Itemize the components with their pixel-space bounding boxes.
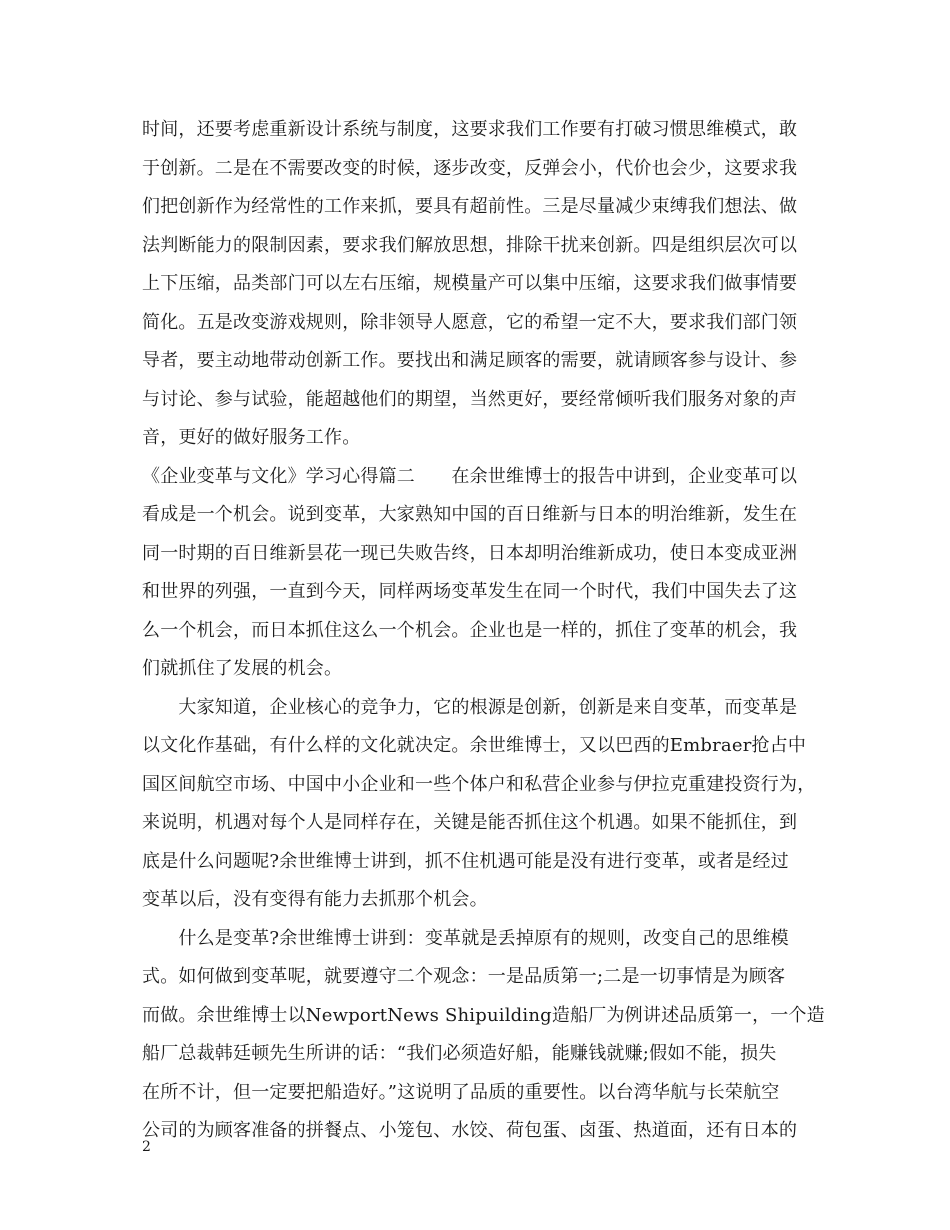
text-line: 同一时期的百日维新昙花一现已失败告终，日本却明治维新成功，使日本变成亚洲 bbox=[142, 543, 798, 564]
text-line: 底是什么问题呢?余世维博士讲到，抓不住机遇可能是没有进行变革，或者是经过 bbox=[142, 851, 789, 872]
text-line: 与讨论、参与试验，能超越他们的期望，当然更好，要经常倾听我们服务对象的声 bbox=[142, 389, 798, 410]
text-line: 上下压缩，品类部门可以左右压缩，规模量产可以集中压缩，这要求我们做事情要 bbox=[142, 273, 798, 294]
page-number: 2 bbox=[142, 1139, 151, 1155]
text-line: 们就抓住了发展的机会。 bbox=[142, 658, 343, 679]
text-line: 来说明，机遇对每个人是同样存在，关键是能否抓住这个机遇。如果不能抓住，到 bbox=[142, 812, 798, 833]
section-heading-line: 《企业变革与文化》学习心得篇二 在余世维博士的报告中讲到，企业变革可以 bbox=[142, 466, 798, 487]
text-line: 国区间航空市场、中国中小企业和一些个体户和私营企业参与伊拉克重建投资行为， bbox=[142, 774, 816, 795]
text-line: 看成是一个机会。说到变革，大家熟知中国的百日维新与日本的明治维新，发生在 bbox=[142, 504, 798, 525]
text-line: 变革以后，没有变得有能力去抓那个机会。 bbox=[142, 889, 488, 910]
text-line: 而做。余世维博士以NewportNews Shipuilding造船厂为例讲述品质第一，一个造 bbox=[142, 1005, 825, 1026]
text-line: 大家知道，企业核心的竞争力，它的根源是创新，创新是来自变革，而变革是 bbox=[142, 697, 798, 718]
text-line: 们把创新作为经常性的工作来抓，要具有超前性。三是尽量减少束缚我们想法、做 bbox=[142, 196, 798, 217]
text-line: 以文化作基础，有什么样的文化就决定。余世维博士，又以巴西的Embraer抢占中 bbox=[142, 735, 807, 756]
text-line: 式。如何做到变革呢，就要遵守二个观念：一是品质第一;二是一切事情是为顾客 bbox=[142, 966, 786, 987]
text-line: 在所不计，但一定要把船造好。”这说明了品质的重要性。以台湾华航与长荣航空 bbox=[142, 1082, 780, 1103]
text-line: 么一个机会，而日本抓住这么一个机会。企业也是一样的，抓住了变革的机会，我 bbox=[142, 620, 798, 641]
text-line: 音，更好的做好服务工作。 bbox=[142, 427, 361, 448]
text-line: 公司的为顾客准备的拼餐点、小笼包、水饺、荷包蛋、卤蛋、热道面，还有日本的 bbox=[142, 1120, 798, 1141]
text-line: 时间，还要考虑重新设计系统与制度，这要求我们工作要有打破习惯思维模式，敢 bbox=[142, 119, 798, 140]
text-line: 和世界的列强，一直到今天，同样两场变革发生在同一个时代，我们中国失去了这 bbox=[142, 581, 798, 602]
text-line: 简化。五是改变游戏规则，除非领导人愿意，它的希望一定不大，要求我们部门领 bbox=[142, 312, 798, 333]
text-line: 于创新。二是在不需要改变的时候，逐步改变，反弹会小，代价也会少，这要求我 bbox=[142, 158, 798, 179]
text-line: 导者，要主动地带动创新工作。要找出和满足顾客的需要，就请顾客参与设计、参 bbox=[142, 350, 798, 371]
text-line: 法判断能力的限制因素，要求我们解放思想，排除干扰来创新。四是组织层次可以 bbox=[142, 235, 798, 256]
text-line: 什么是变革?余世维博士讲到：变革就是丢掉原有的规则，改变自己的思维模 bbox=[142, 928, 789, 949]
text-line: 船厂总裁韩廷顿先生所讲的话：“我们必须造好船，能赚钱就赚;假如不能，损失 bbox=[142, 1043, 777, 1064]
